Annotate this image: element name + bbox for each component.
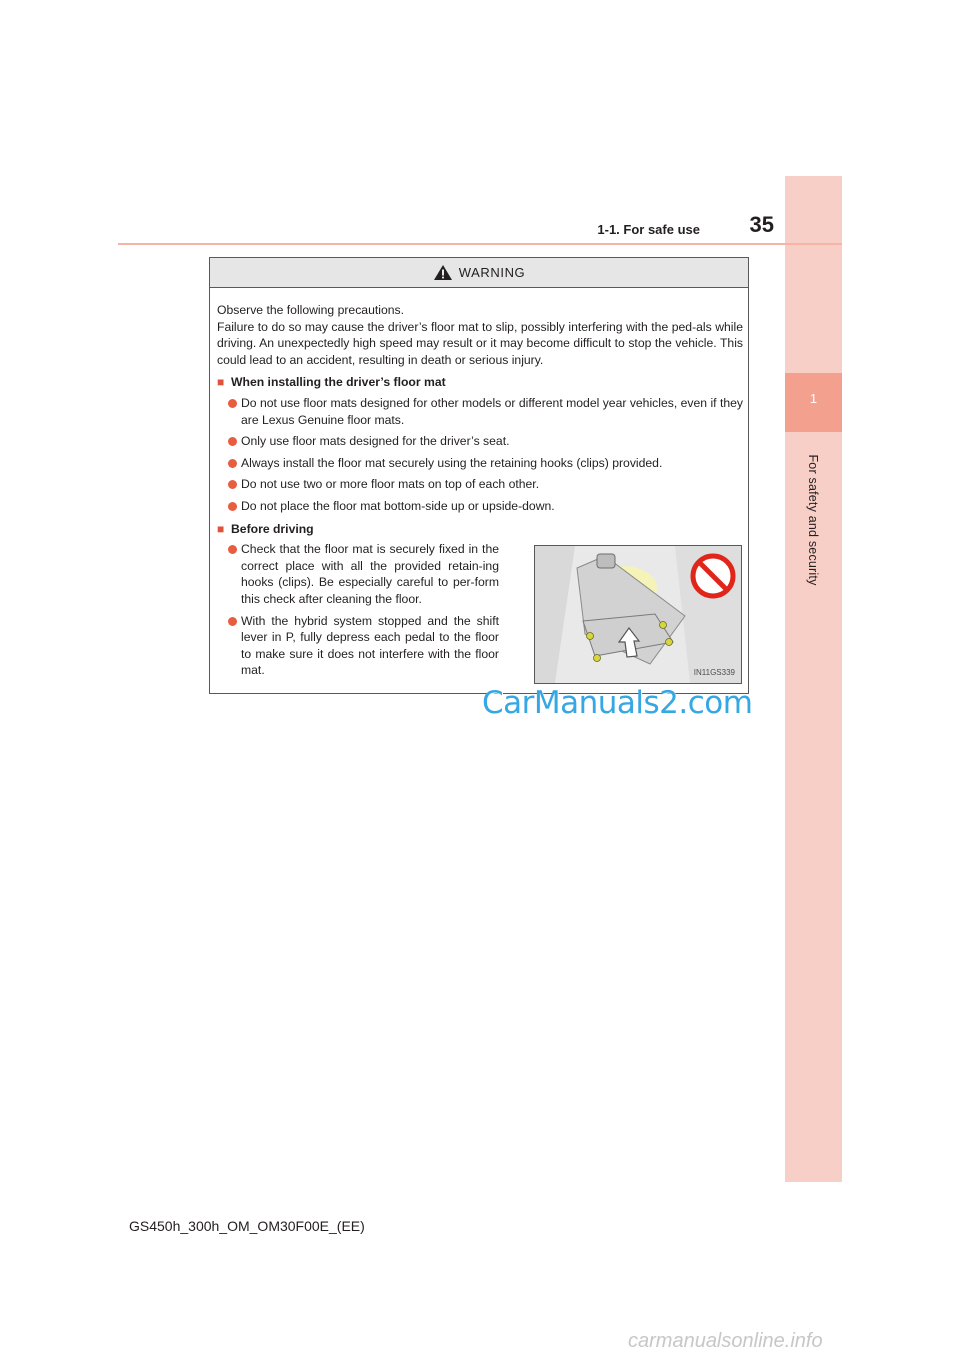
warning-box	[209, 257, 749, 694]
warning-title: WARNING	[458, 265, 526, 280]
intro-line: Observe the following precautions.	[217, 303, 404, 317]
warning-triangle-icon	[433, 264, 453, 281]
side-strip	[785, 176, 842, 1182]
list-item	[217, 613, 499, 679]
list-item	[217, 476, 743, 493]
bullet-dot-icon	[228, 459, 237, 468]
warning-intro	[217, 302, 743, 368]
list-item-text: With the hybrid system stopped and the shift lever in P, fully depress each pedal to the floor to make sure it does not interfere with the floor mat.	[241, 613, 499, 678]
bullet-dot-icon	[228, 617, 237, 626]
footer-document-code: GS450h_300h_OM_OM30F00E_(EE)	[129, 1218, 365, 1234]
square-bullet-icon: ■	[217, 521, 225, 536]
section-heading-installing	[217, 374, 743, 391]
bullet-dot-icon	[228, 545, 237, 554]
page-number: 35	[749, 212, 774, 237]
chapter-tab	[785, 373, 842, 432]
section-heading-text: Before driving	[231, 521, 314, 536]
list-item-text: Do not place the floor mat bottom-side up or upside-down.	[241, 498, 555, 513]
list-item	[217, 541, 499, 607]
bullet-dot-icon	[228, 502, 237, 511]
list-item	[217, 395, 743, 428]
chapter-title: For safety and security	[806, 454, 820, 586]
section-heading-text: When installing the driver’s floor mat	[231, 375, 446, 390]
bullet-dot-icon	[228, 399, 237, 408]
square-bullet-icon: ■	[217, 375, 225, 390]
bullet-dot-icon	[228, 480, 237, 489]
chapter-number: 1	[809, 391, 818, 406]
list-item-text: Do not use two or more floor mats on top of each other.	[241, 477, 540, 492]
list-item	[217, 433, 743, 450]
floor-mat-drawing	[535, 546, 741, 683]
bullet-dot-icon	[228, 437, 237, 446]
list-item-text: Check that the floor mat is securely fixed in the correct place with all the provided retain-ing hooks (clips). Be especially careful to per-form this check after cleaning the floor.	[241, 542, 499, 606]
header-rule	[118, 243, 842, 245]
watermark-footer: carmanualsonline.info	[628, 1330, 823, 1352]
list-item-text: Do not use floor mats designed for other models or different model year vehicles, even if they are Lexus Genuine floor mats.	[241, 395, 743, 427]
figure-code: IN11GS339	[693, 667, 735, 677]
warning-header	[210, 258, 748, 288]
list-item	[217, 498, 743, 515]
before-driving-bullet-list	[217, 541, 499, 679]
list-item-text: Only use floor mats designed for the driver’s seat.	[241, 434, 510, 449]
before-driving-block	[217, 541, 743, 691]
installing-bullet-list	[217, 395, 743, 515]
section-heading-before-driving	[217, 521, 743, 538]
watermark-logo: CarManuals2.com	[482, 685, 753, 721]
floor-mat-illustration	[534, 545, 742, 684]
list-item-text: Always install the floor mat securely using the retaining hooks (clips) provided.	[241, 455, 663, 470]
list-item	[217, 455, 743, 472]
intro-line: Failure to do so may cause the driver’s floor mat to slip, possibly interfering with the ped-als while driving. An unexpectedly high speed may result or it may become difficult to stop the vehicle. This could lead to an accident, resulting in death or serious injury.	[217, 319, 743, 367]
header-section-title: 1-1. For safe use	[597, 222, 700, 237]
warning-body	[217, 302, 743, 691]
